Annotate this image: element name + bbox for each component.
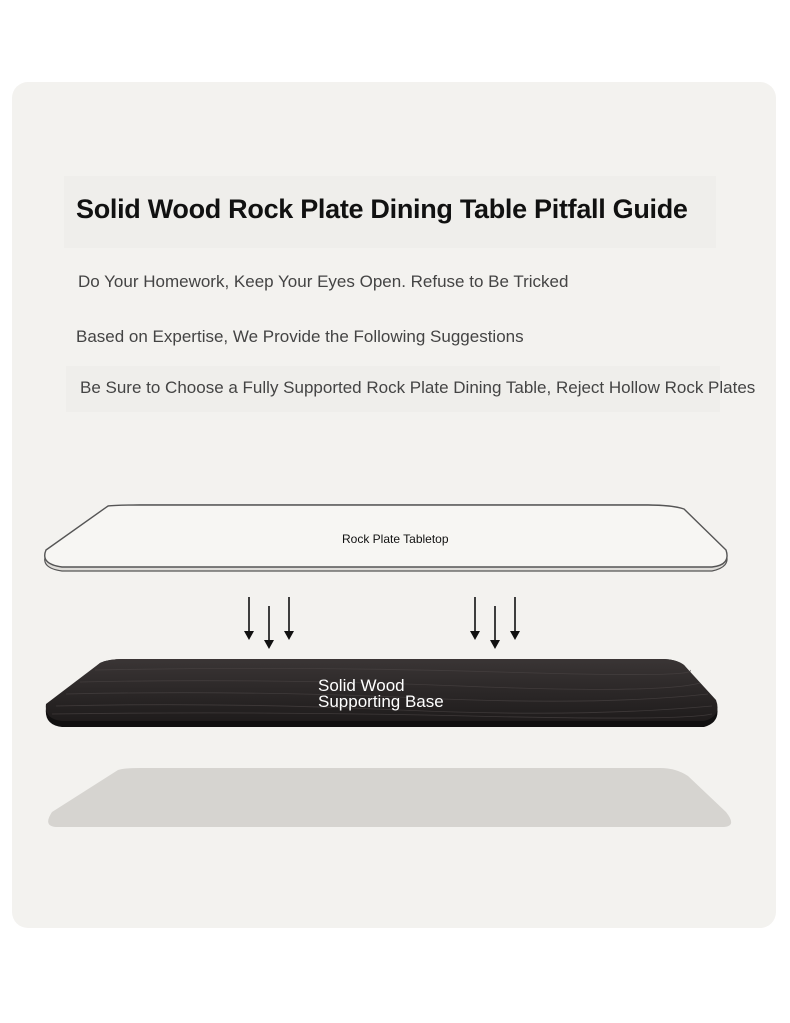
recommendation-text: Be Sure to Choose a Fully Supported Rock Plate Dining Table, Reject Hollow Rock Plates (80, 378, 756, 397)
suggestion-intro: Based on Expertise, We Provide the Following Suggestions (76, 327, 524, 346)
base-label (318, 678, 444, 710)
down-arrow-icon (284, 597, 294, 640)
down-arrow-icon (244, 597, 254, 640)
tabletop-label: Rock Plate Tabletop (342, 532, 449, 546)
down-arrow-icon (470, 597, 480, 640)
page-title: Solid Wood Rock Plate Dining Table Pitfall Guide (76, 194, 688, 224)
subtitle-line: Do Your Homework, Keep Your Eyes Open. Refuse to Be Tricked (78, 272, 569, 291)
base-label-line2: Supporting Base (318, 692, 444, 711)
base-shadow (48, 768, 731, 827)
down-arrow-icon (264, 606, 274, 649)
base-label-line1: Solid Wood (318, 676, 405, 695)
down-arrow-icon (490, 606, 500, 649)
down-arrow-icon (510, 597, 520, 640)
